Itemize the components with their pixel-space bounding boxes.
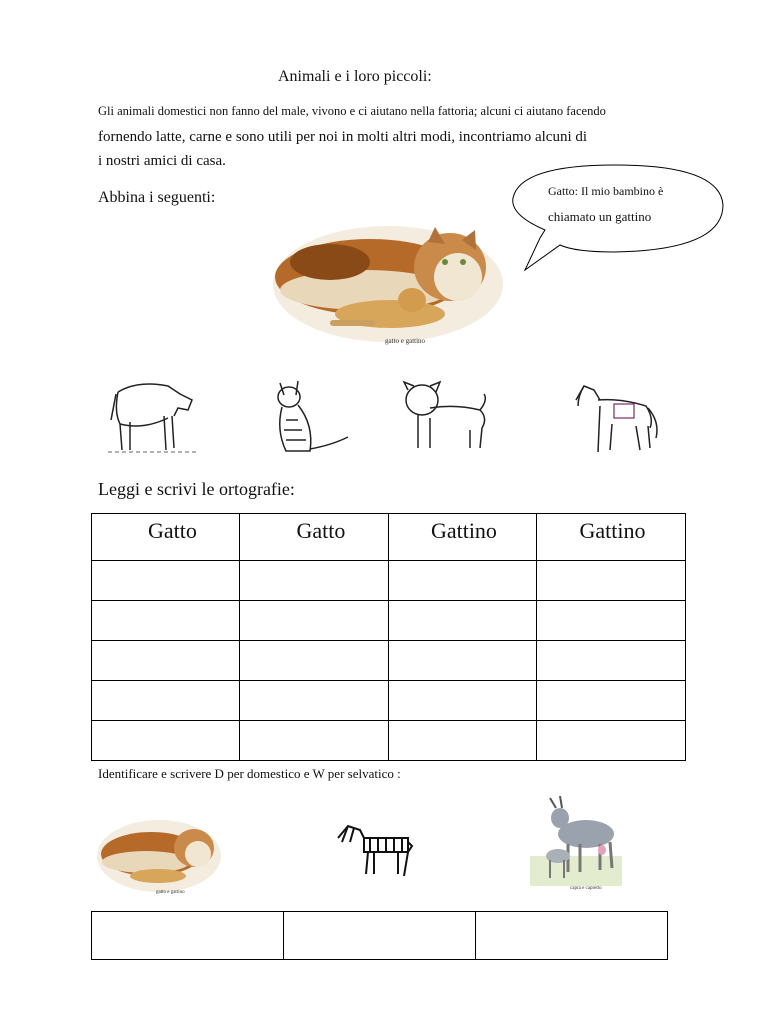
page-title: Animali e i loro piccoli: xyxy=(278,68,432,85)
intro-line-1: Gli animali domestici non fanno del male, vivono e ci aiutano nella fattoria; alcuni ci aiutano facendo xyxy=(98,104,606,118)
table-row xyxy=(92,721,686,761)
writing-cell[interactable] xyxy=(92,601,240,641)
writing-cell[interactable] xyxy=(92,721,240,761)
small-cat-image xyxy=(96,818,222,896)
bubble-text-2: chiamato un gattino xyxy=(548,209,652,224)
table-row xyxy=(92,561,686,601)
identify-answer-table xyxy=(91,911,668,960)
writing-cell[interactable] xyxy=(388,721,537,761)
header-cell xyxy=(388,514,537,561)
writing-cell[interactable] xyxy=(92,681,240,721)
writing-cell[interactable] xyxy=(537,641,686,681)
cow-icon xyxy=(108,372,198,457)
table-row xyxy=(92,641,686,681)
writing-cell[interactable] xyxy=(240,721,388,761)
bubble-text-1: Gatto: Il mio bambino è xyxy=(548,184,664,198)
pug-icon xyxy=(400,378,492,456)
match-heading: Abbina i seguenti: xyxy=(98,189,216,206)
answer-cell-cat[interactable] xyxy=(92,912,284,960)
writing-cell[interactable] xyxy=(240,641,388,681)
writing-cell[interactable] xyxy=(537,601,686,641)
goat-caption: capra e capretto xyxy=(570,886,602,891)
writing-cell[interactable] xyxy=(388,601,537,641)
writing-cell[interactable] xyxy=(92,641,240,681)
spelling-heading: Leggi e scrivi le ortografie: xyxy=(98,479,295,499)
table-row xyxy=(92,912,668,960)
answer-cell-goat[interactable] xyxy=(476,912,668,960)
table-row xyxy=(92,601,686,641)
header-gattino-2: Gattino xyxy=(579,518,646,543)
goat-image xyxy=(530,796,622,891)
writing-cell[interactable] xyxy=(240,601,388,641)
writing-cell[interactable] xyxy=(537,721,686,761)
header-cell xyxy=(240,514,388,561)
header-gattino-1: Gattino xyxy=(430,518,497,543)
zebra-icon xyxy=(328,808,423,880)
writing-cell[interactable] xyxy=(537,561,686,601)
intro-line-3: i nostri amici di casa. xyxy=(98,153,226,169)
answer-cell-zebra[interactable] xyxy=(284,912,476,960)
header-gatto-2: Gatto xyxy=(296,518,346,543)
header-cell xyxy=(92,514,240,561)
header-cell xyxy=(537,514,686,561)
main-image-caption: gatto e gattino xyxy=(385,337,426,345)
horse-icon xyxy=(570,378,662,458)
table-row xyxy=(92,681,686,721)
small-cat-caption: gatto e gattino xyxy=(156,890,185,895)
intro-line-2: fornendo latte, carne e sono utili per noi in molti altri modi, incontriamo alcuni di xyxy=(98,129,588,145)
writing-cell[interactable] xyxy=(388,641,537,681)
cat-icon xyxy=(262,375,354,457)
cat-and-kitten-image xyxy=(270,222,505,347)
writing-cell[interactable] xyxy=(388,561,537,601)
identify-heading: Identificare e scrivere D per domestico e W per selvatico : xyxy=(98,766,401,781)
header-gatto-1: Gatto xyxy=(148,518,197,543)
spelling-table xyxy=(91,513,686,761)
writing-cell[interactable] xyxy=(92,561,240,601)
writing-cell[interactable] xyxy=(240,561,388,601)
writing-cell[interactable] xyxy=(537,681,686,721)
writing-cell[interactable] xyxy=(388,681,537,721)
writing-cell[interactable] xyxy=(240,681,388,721)
